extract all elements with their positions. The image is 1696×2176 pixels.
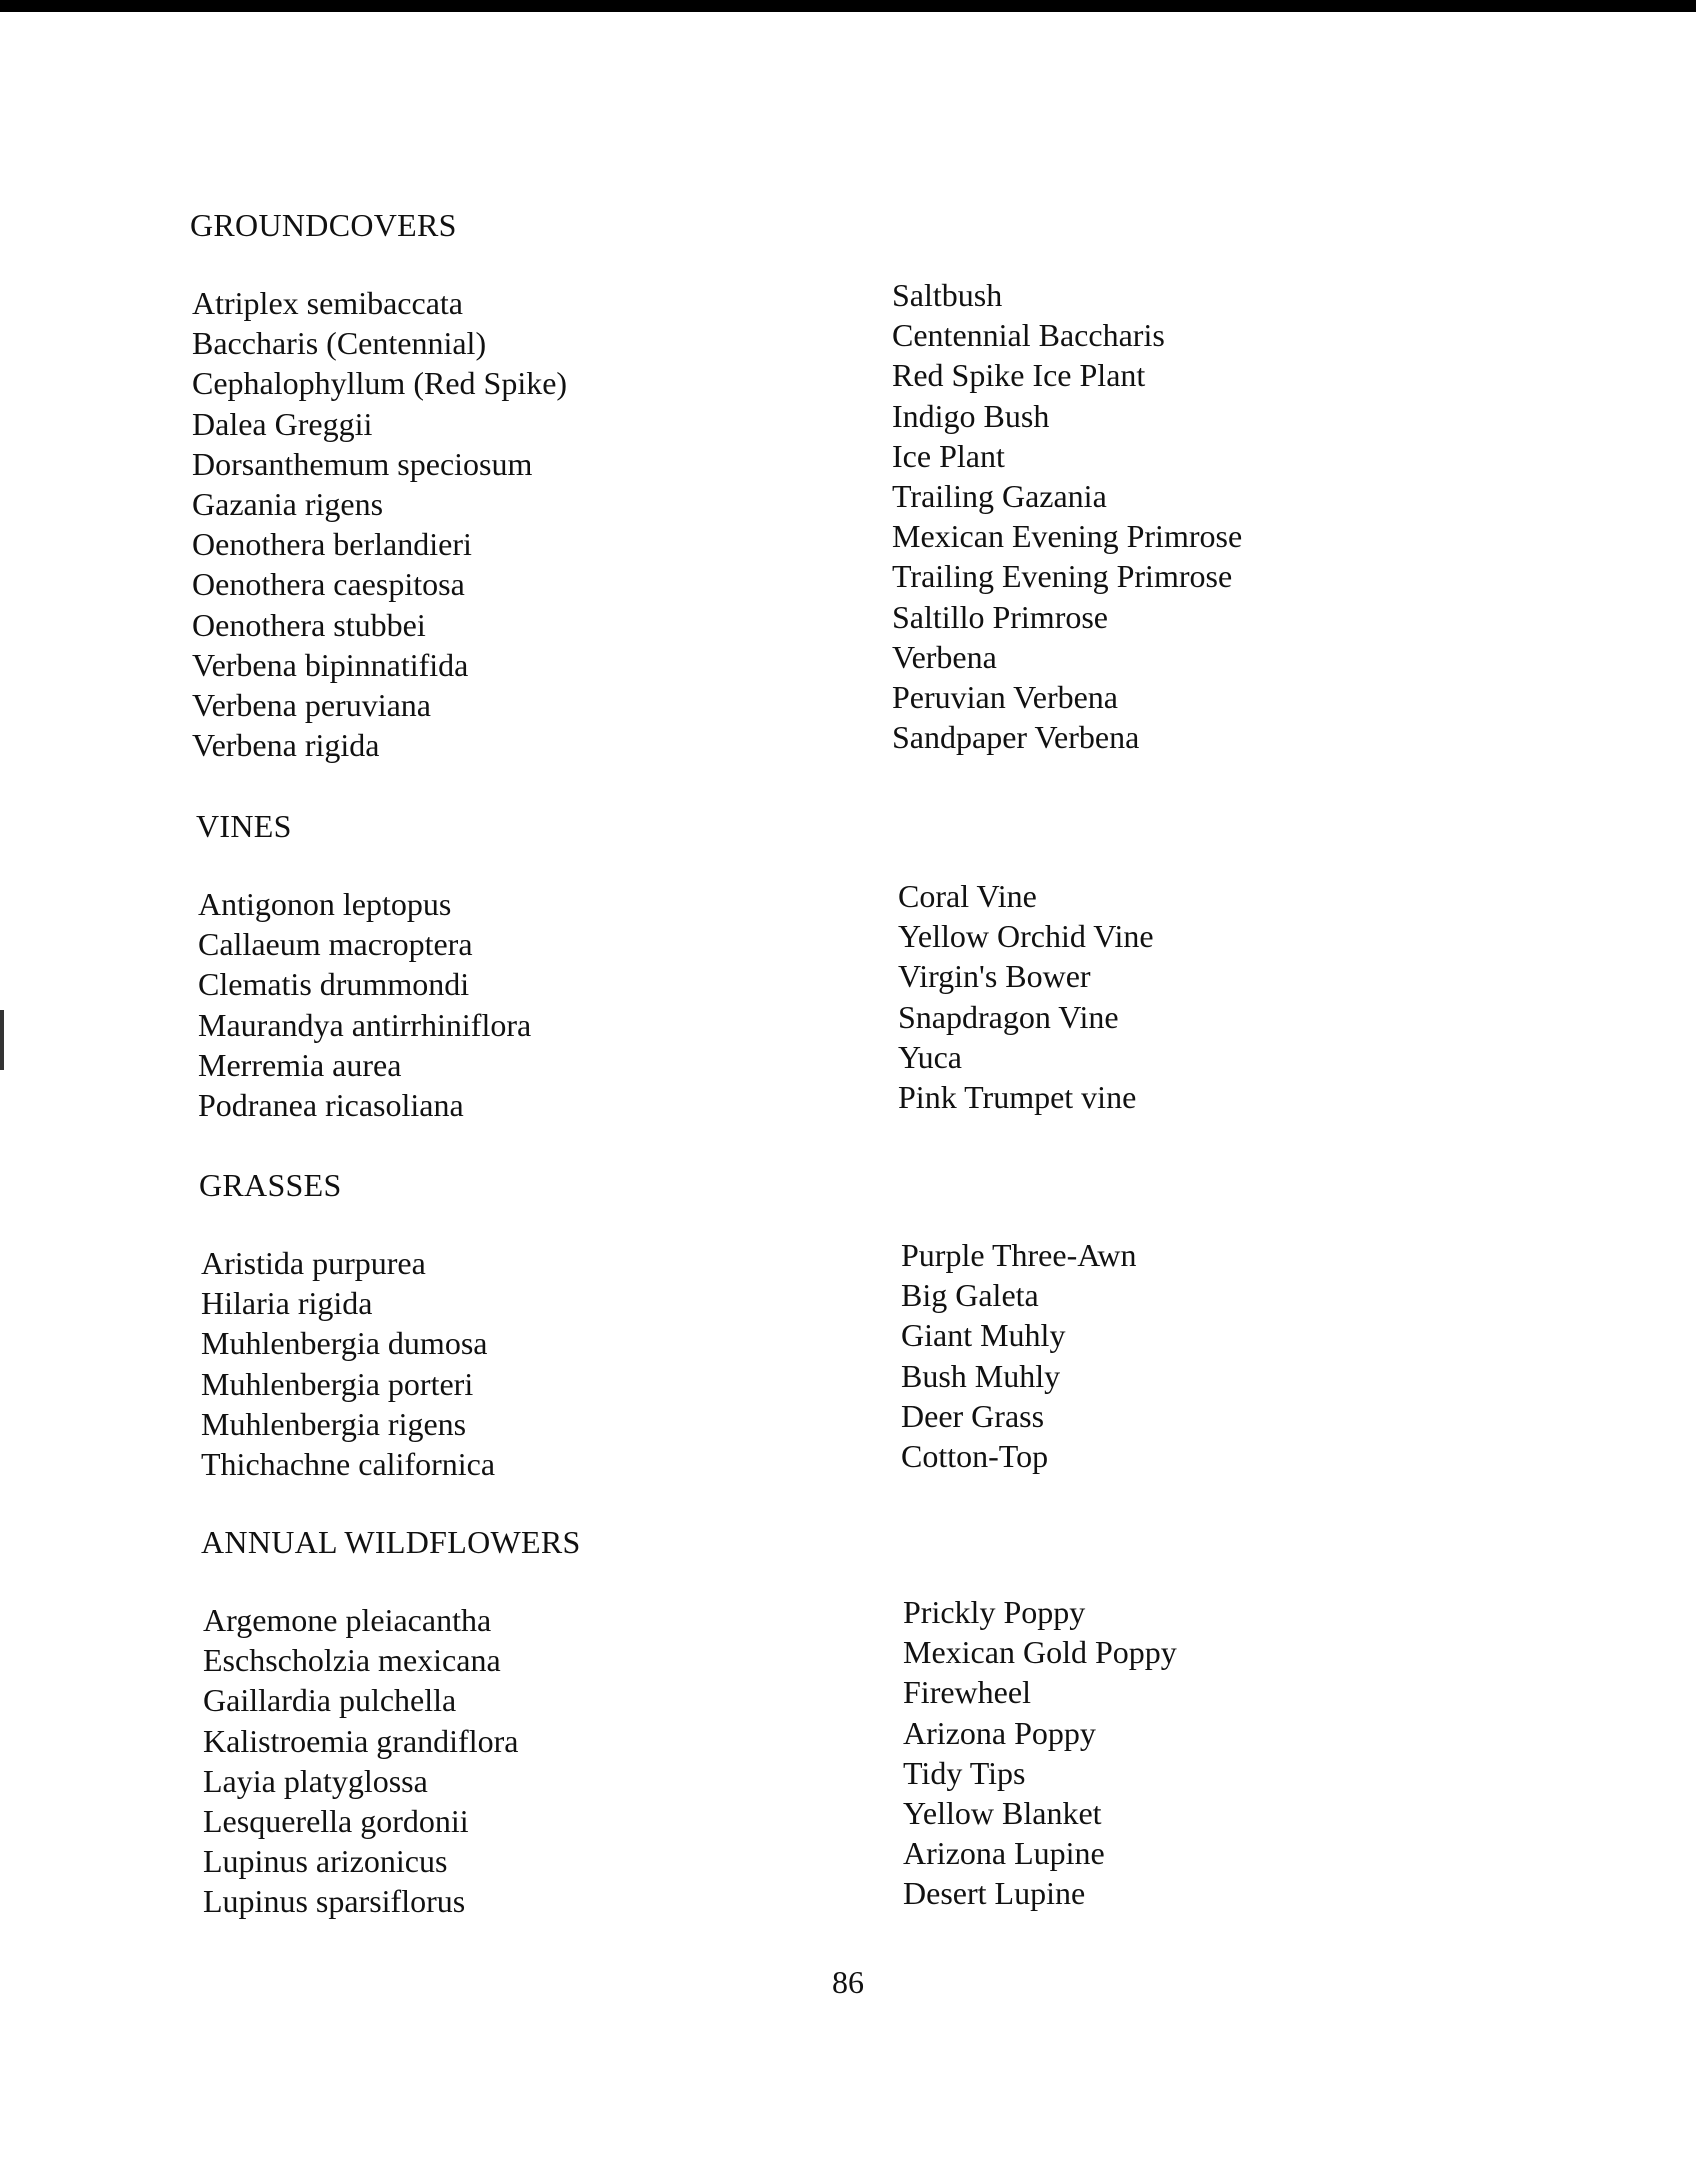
botanical-name: Dalea Greggii — [192, 405, 373, 442]
botanical-name: Muhlenbergia dumosa — [201, 1325, 488, 1362]
common-name: Arizona Lupine — [903, 1835, 1105, 1872]
common-name: Indigo Bush — [892, 397, 1050, 434]
botanical-name: Verbena rigida — [192, 727, 380, 764]
common-name: Mexican Gold Poppy — [903, 1634, 1177, 1671]
common-name: Trailing Evening Primrose — [892, 558, 1233, 595]
botanical-name: Oenothera caespitosa — [192, 566, 465, 603]
botanical-name-list — [192, 283, 567, 765]
common-name: Trailing Gazania — [892, 478, 1107, 515]
botanical-name: Clematis drummondi — [198, 966, 470, 1003]
botanical-name: Hilaria rigida — [201, 1285, 373, 1322]
section-groundcovers — [190, 205, 1490, 764]
scan-edge-mark — [0, 1010, 4, 1070]
botanical-name: Eschscholzia mexicana — [203, 1642, 501, 1679]
common-name: Sandpaper Verbena — [892, 719, 1140, 756]
botanical-name-list — [198, 884, 531, 1125]
botanical-name: Argemone pleiacantha — [203, 1602, 492, 1638]
section-heading: GROUNDCOVERS — [190, 207, 457, 243]
common-name: Tidy Tips — [903, 1754, 1026, 1791]
botanical-name-list — [203, 1600, 518, 1922]
botanical-name: Oenothera stubbei — [192, 606, 426, 643]
common-name: Firewheel — [903, 1674, 1031, 1711]
common-name: Coral Vine — [898, 878, 1037, 914]
botanical-name: Callaeum macroptera — [198, 926, 473, 963]
common-name: Mexican Evening Primrose — [892, 518, 1243, 555]
botanical-name: Gazania rigens — [192, 486, 384, 523]
section-annual-wildflowers — [201, 1522, 1501, 1920]
common-name: Purple Three-Awn — [901, 1237, 1137, 1273]
botanical-name: Aristida purpurea — [201, 1245, 426, 1281]
section-heading: VINES — [196, 808, 292, 844]
botanical-name: Cephalophyllum (Red Spike) — [192, 365, 568, 402]
common-name: Centennial Baccharis — [892, 317, 1165, 354]
common-name-list — [903, 1592, 1177, 1914]
common-name: Pink Trumpet vine — [898, 1079, 1137, 1116]
botanical-name: Maurandya antirrhiniflora — [198, 1006, 532, 1043]
section-heading: ANNUAL WILDFLOWERS — [201, 1524, 581, 1560]
common-name-list — [898, 876, 1154, 1117]
botanical-name: Muhlenbergia porteri — [201, 1365, 474, 1402]
common-name: Saltbush — [892, 277, 1003, 313]
botanical-name: Dorsanthemum speciosum — [192, 445, 533, 482]
common-name: Bush Muhly — [901, 1357, 1061, 1394]
common-name-list — [892, 275, 1242, 757]
common-name: Yellow Blanket — [903, 1795, 1102, 1832]
common-name: Virgin's Bower — [898, 958, 1091, 995]
section-vines — [196, 806, 1496, 1124]
botanical-name: Layia platyglossa — [203, 1762, 428, 1799]
botanical-name: Lupinus arizonicus — [203, 1843, 448, 1880]
botanical-name: Atriplex semibaccata — [192, 285, 463, 321]
common-name: Ice Plant — [892, 437, 1005, 474]
common-name: Desert Lupine — [903, 1875, 1086, 1912]
common-name: Yuca — [898, 1038, 962, 1075]
common-name: Big Galeta — [901, 1277, 1039, 1314]
botanical-name-list — [201, 1243, 495, 1484]
botanical-name: Kalistroemia grandiflora — [203, 1722, 519, 1759]
common-name-list — [901, 1235, 1137, 1476]
botanical-name: Lesquerella gordonii — [203, 1803, 469, 1840]
botanical-name: Verbena bipinnatifida — [192, 646, 469, 683]
common-name: Deer Grass — [901, 1397, 1045, 1434]
botanical-name: Podranea ricasoliana — [198, 1087, 464, 1124]
botanical-name: Baccharis (Centennial) — [192, 325, 487, 362]
section-heading: GRASSES — [199, 1167, 342, 1203]
botanical-name: Lupinus sparsiflorus — [203, 1883, 466, 1920]
botanical-name: Verbena peruviana — [192, 687, 431, 724]
botanical-name: Gaillardia pulchella — [203, 1682, 457, 1719]
scan-top-border — [0, 0, 1696, 12]
botanical-name: Antigonon leptopus — [198, 886, 452, 922]
common-name: Saltillo Primrose — [892, 598, 1108, 635]
page-number: 86 — [832, 1964, 864, 2000]
common-name: Arizona Poppy — [903, 1714, 1096, 1751]
common-name: Peruvian Verbena — [892, 679, 1118, 716]
section-grasses — [199, 1165, 1499, 1483]
common-name: Verbena — [892, 638, 997, 675]
botanical-name: Oenothera berlandieri — [192, 526, 472, 563]
common-name: Red Spike Ice Plant — [892, 357, 1146, 394]
common-name: Yellow Orchid Vine — [898, 918, 1154, 955]
common-name: Giant Muhly — [901, 1317, 1066, 1354]
botanical-name: Merremia aurea — [198, 1046, 402, 1083]
common-name: Prickly Poppy — [903, 1594, 1086, 1630]
common-name: Cotton-Top — [901, 1438, 1049, 1475]
common-name: Snapdragon Vine — [898, 998, 1119, 1035]
botanical-name: Thichachne californica — [201, 1446, 496, 1483]
botanical-name: Muhlenbergia rigens — [201, 1405, 467, 1442]
